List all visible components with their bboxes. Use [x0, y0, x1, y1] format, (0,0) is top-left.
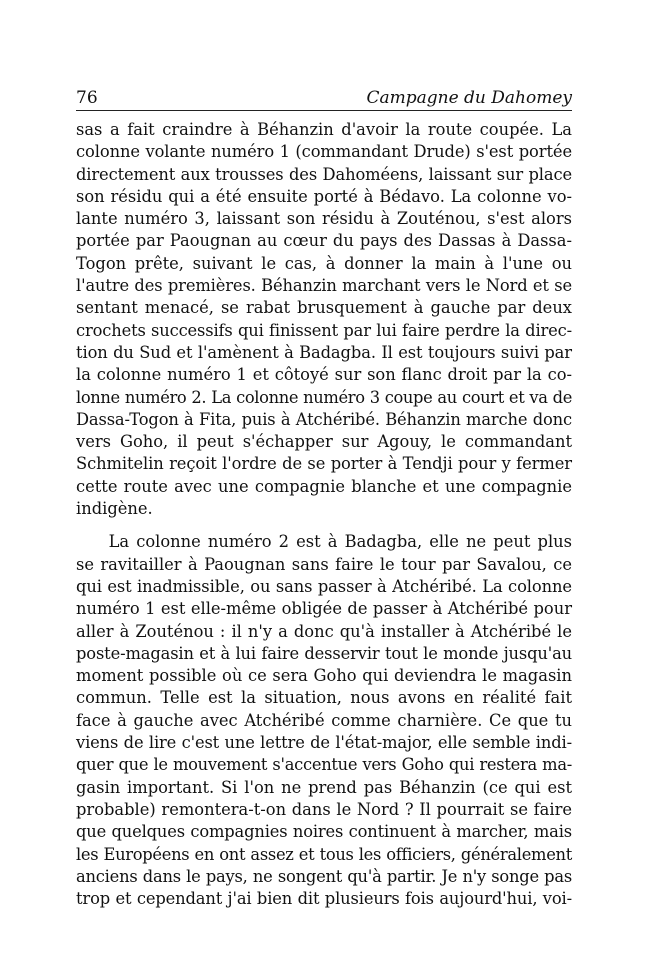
running-header: [76, 86, 572, 111]
text-line: lonne numéro 2. La colonne numéro 3 coupe au court et va de: [76, 387, 572, 407]
text-line: commun. Telle est la situation, nous avons en réalité fait: [76, 688, 572, 708]
text-line: la colonne numéro 1 et côtoyé sur son flanc droit par la co-: [76, 365, 572, 385]
body-text: [76, 119, 572, 910]
text-line: probable) remontera-t-on dans le Nord ? Il pourrait se faire: [76, 799, 572, 819]
text-line: se ravitailler à Paougnan sans faire le tour par Savalou, ce: [76, 554, 572, 574]
text-line: sas a fait craindre à Béhanzin d'avoir la route coupée. La: [76, 120, 572, 139]
text-line: moment possible où ce sera Goho qui deviendra le magasin: [76, 666, 572, 686]
text-line: aller à Zouténou : il n'y a donc qu'à installer à Atchéribé le: [76, 621, 572, 641]
paragraph: [76, 119, 572, 520]
text-line: Schmitelin reçoit l'ordre de se porter à Tendji pour y fermer: [76, 454, 572, 474]
text-line: gasin important. Si l'on ne prend pas Béhanzin (ce qui est: [76, 777, 572, 797]
text-line: portée par Paougnan au cœur du pays des Dassas à Dassa-: [76, 231, 572, 251]
text-line: numéro 1 est elle-même obligée de passer à Atchéribé pour: [76, 599, 572, 619]
text-line: Togon prête, suivant le cas, à donner la main à l'une ou: [76, 253, 572, 273]
text-line: son résidu qui a été ensuite porté à Bédavo. La colonne vo-: [76, 186, 572, 206]
text-line: quer que le mouvement s'accentue vers Goho qui restera ma-: [76, 755, 572, 775]
text-line: que quelques compagnies noires continuent à marcher, mais: [76, 822, 572, 842]
text-line: colonne volante numéro 1 (commandant Drude) s'est portée: [76, 142, 572, 162]
text-line: l'autre des premières. Béhanzin marchant vers le Nord et se: [76, 276, 572, 296]
text-line: cette route avec une compagnie blanche et une compagnie: [76, 476, 572, 496]
paragraph: [76, 531, 572, 910]
text-line: sentant menacé, se rabat brusquement à gauche par deux: [76, 298, 572, 318]
text-line: Dassa-Togon à Fita, puis à Atchéribé. Béhanzin marche donc: [76, 409, 572, 429]
text-line: lante numéro 3, laissant son résidu à Zouténou, s'est alors: [76, 209, 572, 229]
text-line: qui est inadmissible, ou sans passer à Atchéribé. La colonne: [76, 576, 572, 596]
text-line: vers Goho, il peut s'échapper sur Agouy, le commandant: [76, 432, 572, 452]
text-line: La colonne numéro 2 est à Badagba, elle ne peut plus: [108, 532, 572, 552]
running-title: Campagne du Dahomey: [366, 88, 572, 108]
text-line: les Européens en ont assez et tous les officiers, généralement: [76, 844, 572, 864]
book-page: [76, 86, 572, 910]
text-line: anciens dans le pays, ne songent qu'à partir. Je n'y songe pas: [76, 866, 572, 886]
text-line: directement aux trousses des Dahoméens, laissant sur place: [76, 164, 572, 184]
text-line: crochets successifs qui finissent par lui faire perdre la direc-: [76, 320, 572, 340]
text-line: face à gauche avec Atchéribé comme charnière. Ce que tu: [76, 710, 572, 730]
text-line: poste-magasin et à lui faire desservir tout le monde jusqu'au: [76, 643, 572, 663]
page-number: 76: [76, 88, 98, 108]
text-line: indigène.: [76, 499, 153, 519]
text-line: viens de lire c'est une lettre de l'état-major, elle semble indi-: [76, 733, 572, 753]
text-line: tion du Sud et l'amènent à Badagba. Il est toujours suivi par: [76, 342, 572, 362]
text-line: trop et cependant j'ai bien dit plusieurs fois aujourd'hui, voi-: [76, 889, 572, 909]
